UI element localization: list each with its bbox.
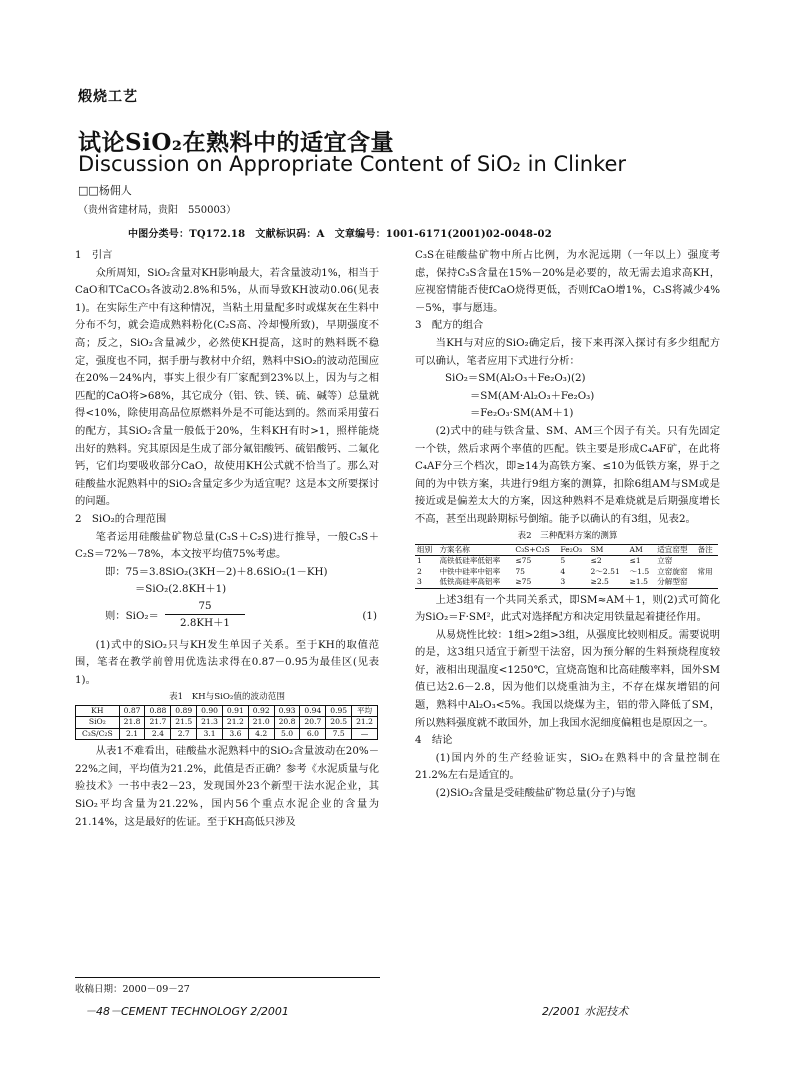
paragraph: 当KH与对应的SiO₂确定后，接下来再深入探讨有多少组配方可以确认，笔者应用下式进行分析： bbox=[415, 336, 720, 367]
table-cell: 75 bbox=[515, 566, 525, 576]
table-cell: 2.4 bbox=[145, 728, 171, 740]
table-row bbox=[415, 556, 718, 567]
equation-line: ＝Fe₂O₃·SM(AM＋1) bbox=[470, 407, 574, 420]
table-2 bbox=[415, 544, 718, 589]
section-tag: 煅烧工艺 bbox=[78, 89, 138, 105]
affiliation: （贵州省建材局，贵阳 550003） bbox=[78, 205, 237, 216]
table-cell: 0.95 bbox=[326, 705, 352, 717]
table-header-cell: C₃S+C₂S bbox=[513, 544, 558, 556]
author: □□杨佣人 bbox=[78, 184, 132, 197]
heading-sio2-range: 2 SiO₂的合理范围 bbox=[75, 512, 167, 525]
table-cell: KH bbox=[76, 705, 120, 717]
equation-1 bbox=[75, 599, 379, 637]
table-row bbox=[415, 577, 718, 588]
title-english: Discussion on Appropriate Content of SiO₂ in Clinker bbox=[78, 152, 627, 176]
table-cell: 21.0 bbox=[248, 717, 274, 729]
table-header-cell: 备注 bbox=[695, 544, 718, 556]
table-cell: 2.7 bbox=[171, 728, 197, 740]
table-header-cell: Fe₂O₃ bbox=[558, 544, 588, 556]
table-header-cell: 组别 bbox=[415, 544, 437, 556]
table-cell: 0.94 bbox=[300, 705, 326, 717]
heading-conclusion: 4 结论 bbox=[415, 734, 453, 747]
table-row bbox=[76, 728, 378, 740]
table-cell: 3.6 bbox=[222, 728, 248, 740]
table-cell: 6.0 bbox=[300, 728, 326, 740]
page-footer-right: 2/2001 水泥技术 bbox=[542, 1005, 629, 1018]
table-cell: 21.2 bbox=[222, 717, 248, 729]
heading-introduction: 1 引言 bbox=[75, 249, 113, 261]
table-cell: 21.3 bbox=[197, 717, 223, 729]
equation-fraction bbox=[165, 599, 245, 631]
received-date: 收稿日期：2000－09－27 bbox=[75, 984, 190, 995]
table-cell: 20.8 bbox=[274, 717, 300, 729]
equation-line: ＝SiO₂(2.8KH＋1) bbox=[135, 583, 227, 596]
equation-line: ＝SM(AM·Al₂O₃＋Fe₂O₃) bbox=[470, 389, 595, 402]
table-cell: ≤2 bbox=[590, 556, 602, 565]
table-cell: 2 bbox=[417, 566, 422, 576]
table-cell: 0.89 bbox=[171, 705, 197, 717]
equation-line: SiO₂＝SM(Al₂O₃＋Fe₂O₃)(2) bbox=[445, 372, 586, 385]
table-header-row bbox=[415, 544, 718, 556]
table-cell: 0.87 bbox=[119, 705, 145, 717]
table-cell: ≥1.5 bbox=[629, 577, 648, 586]
table-cell: ≥75 bbox=[515, 577, 532, 586]
table-cell: SiO₂ bbox=[76, 717, 120, 729]
table-cell: 3 bbox=[560, 577, 566, 586]
table-cell bbox=[695, 577, 718, 588]
table-row bbox=[76, 705, 378, 717]
table-row bbox=[415, 567, 718, 578]
paragraph: 从易烧性比较：1组>2组>3组，从强度比较则相反。需要说明的是，这3组只适宜于新型干法窑，因为预分解的生料预烧程度较好，液相出现温度<1250℃，宜烧高饱和比高硅酸率料，国外SM值已达2.6－2.8，因为他们以烧重油为主，不存在煤灰增铝的问题，熟料中Al₂O₃<5%。我国以烧煤为主，铝的带入降低了SM，所以熟料强度就不敢国外，加上我国水泥细度偏粗也是原因之一。 bbox=[415, 628, 720, 729]
table-cell: 0.88 bbox=[145, 705, 171, 717]
table-cell: 分解型窑 bbox=[657, 577, 688, 586]
paragraph: (1)式中的SiO₂只与KH发生单因子关系。至于KH的取值范围，笔者在教学前曾用优选法求得在0.87－0.95为最佳区(见表1)。 bbox=[75, 638, 379, 687]
table-cell: 21.7 bbox=[145, 717, 171, 729]
paragraph: 笔者运用硅酸盐矿物总量(C₃S＋C₂S)进行推导，一般C₃S＋C₂S＝72%－78%，本文按平均值75%考虑。 bbox=[75, 530, 379, 561]
table-cell: 0.92 bbox=[248, 705, 274, 717]
table-cell: ～1.5 bbox=[629, 566, 650, 576]
paragraph: (1)国内外的生产经验证实，SiO₂在熟料中的含量控制在21.2%左右是适宜的。 bbox=[415, 751, 720, 782]
table-cell: — bbox=[352, 728, 378, 740]
table-cell: 常用 bbox=[697, 566, 713, 576]
equation-number: (1) bbox=[362, 609, 377, 622]
table-header-cell: 适宜窑型 bbox=[655, 544, 695, 556]
table-row bbox=[76, 717, 378, 729]
paragraph: (2)SiO₂含量是受硅酸盐矿物总量(分子)与饱 bbox=[435, 787, 636, 800]
table-cell: 20.7 bbox=[300, 717, 326, 729]
table-cell: 21.2 bbox=[352, 717, 378, 729]
table-cell: 立窑旋窑 bbox=[657, 566, 688, 576]
table-cell: 0.90 bbox=[197, 705, 223, 717]
paragraph: 众所周知，SiO₂含量对KH影响最大，若含量波动1%，相当于CaO和TCaCO₃各波动2.8%和5%，从而导致KH波动0.06(见表1)。在实际生产中有这种情况，当粘土用量配多时或煤灰在生料中分布不匀，就会造成熟料粉化(C₂S高、冷却慢所致)，早期强度不高；反之，SiO₂含量减少，必然使KH提高，这时的熟料既不稳定，强度也不同，据手册与教材中介绍，熟料中SiO₂的波动范围应在20%－24%内，事实上很少有厂家配到23%以上，因为与之相匹配的CaO将>68%，其它成分（铝、铁、镁、硫、碱等）总量就得<10%，除使用高品位原燃料外是不可能达到的。然而采用萤石的配方，其SiO₂含量一般低于20%，生料KH有时>1，照样能烧出好的熟料。究其原因是生成了部分氟铝酸钙、硫铝酸钙、二氟化钙，它们均要吸收部分CaO，故使用KH公式就不恰当了。那么对硅酸盐水泥熟料中的SiO₂含量定多少为适宜呢？这是本文所要探讨的问题。 bbox=[75, 266, 379, 508]
table-header-cell: AM bbox=[628, 544, 656, 556]
table-1 bbox=[75, 705, 378, 741]
equation-line: 即：75＝3.8SiO₂(3KH－2)＋8.6SiO₂(1－KH) bbox=[105, 565, 328, 578]
paragraph: (2)式中的硅与铁含量、SM、AM三个因子有关。只有先固定一个铁，然后求两个率值的匹配。铁主要是形成C₄AF矿，在此将C₄AF分三个档次，即≥14为高铁方案、≤10为低铁方案，界于之间的为中铁方案，共进行9组方案的测算，扣除6组AM与SM或是接近或是偏差太大的方案，因这种熟料不是难烧就是后期强度增长不高，甚至出现龄期标号倒缩。能予以确认的有3组，见表2。 bbox=[415, 424, 720, 525]
paragraph: 从表1不难看出，硅酸盐水泥熟料中的SiO₂含量波动在20%－22%之间，平均值为21.2%，此值是否正确？参考《水泥质量与化验技术》一书中表2－23，发现国外23个新型干法水泥企业，其SiO₂平均含量为21.22%，国内56个重点水泥企业的含量为21.14%，这是最好的佐证。至于KH高低只涉及 bbox=[75, 745, 379, 828]
table-cell: 7.5 bbox=[326, 728, 352, 740]
table-1-caption: 表1 KH与SiO₂值的波动范围 bbox=[169, 691, 285, 702]
table-cell: 0.93 bbox=[274, 705, 300, 717]
table-cell: 低铁高硅率高铝率 bbox=[439, 577, 501, 586]
table-cell: C₃S/C₂S bbox=[76, 728, 120, 740]
table-cell: 1 bbox=[417, 556, 422, 565]
table-cell: ≤75 bbox=[515, 556, 532, 565]
table-cell: 4.2 bbox=[248, 728, 274, 740]
title-chinese: 试论SiO₂在熟料中的适宜含量 bbox=[78, 129, 394, 156]
table-cell: 0.91 bbox=[222, 705, 248, 717]
table-cell: 20.5 bbox=[326, 717, 352, 729]
fraction-numerator: 75 bbox=[165, 599, 245, 615]
table-cell: 21.8 bbox=[119, 717, 145, 729]
table-cell: ≥2.5 bbox=[590, 577, 609, 586]
table-cell: 3.1 bbox=[197, 728, 223, 740]
table-cell: ≤1 bbox=[629, 556, 641, 565]
table-cell: 立窑 bbox=[657, 556, 673, 565]
right-column bbox=[415, 247, 720, 803]
table-cell: 3 bbox=[417, 577, 422, 586]
table-cell: 高铁低硅率低铝率 bbox=[439, 556, 501, 565]
table-cell: 5.0 bbox=[274, 728, 300, 740]
table-header-cell: SM bbox=[588, 544, 627, 556]
table-cell: 中铁中硅率中铝率 bbox=[439, 566, 501, 576]
heading-formula-combination: 3 配方的组合 bbox=[415, 319, 484, 332]
table-cell bbox=[695, 556, 718, 567]
table-2-caption: 表2 三种配料方案的测算 bbox=[517, 530, 618, 541]
table-cell: 5 bbox=[560, 556, 566, 565]
paragraph: 上述3组有一个共同关系式，即SM≈AM＋1，则(2)式可简化为SiO₂＝F·SM²，此式对选择配方和决定用铁量起着捷径作用。 bbox=[415, 593, 720, 624]
table-cell: 4 bbox=[560, 566, 566, 576]
table-header-cell: 方案名称 bbox=[437, 544, 513, 556]
table-cell: 2～2.51 bbox=[590, 566, 620, 576]
equation-lhs: 则：SiO₂＝ bbox=[105, 609, 159, 622]
fraction-denominator: 2.8KH＋1 bbox=[180, 616, 230, 629]
table-cell: 平均 bbox=[352, 705, 378, 717]
table-cell: 2.1 bbox=[119, 728, 145, 740]
left-column bbox=[75, 247, 379, 831]
table-cell: 21.5 bbox=[171, 717, 197, 729]
paragraph: C₃S在硅酸盐矿物中所占比例，为水泥远期（一年以上）强度考虑，保持C₃S含量在15%－20%是必要的，故无需去追求高KH，应视窑情能否使fCaO烧得更低，否则fCaO增1%，C₃S将减少4%－5%，事与愿违。 bbox=[415, 249, 720, 314]
classification-line: 中图分类号：TQ172.18 文献标识码：A 文章编号：1001-6171(2001)02-0048-02 bbox=[128, 229, 552, 240]
footnote-divider bbox=[75, 977, 380, 978]
page-footer-left: －48－CEMENT TECHNOLOGY 2/2001 bbox=[85, 1005, 289, 1018]
